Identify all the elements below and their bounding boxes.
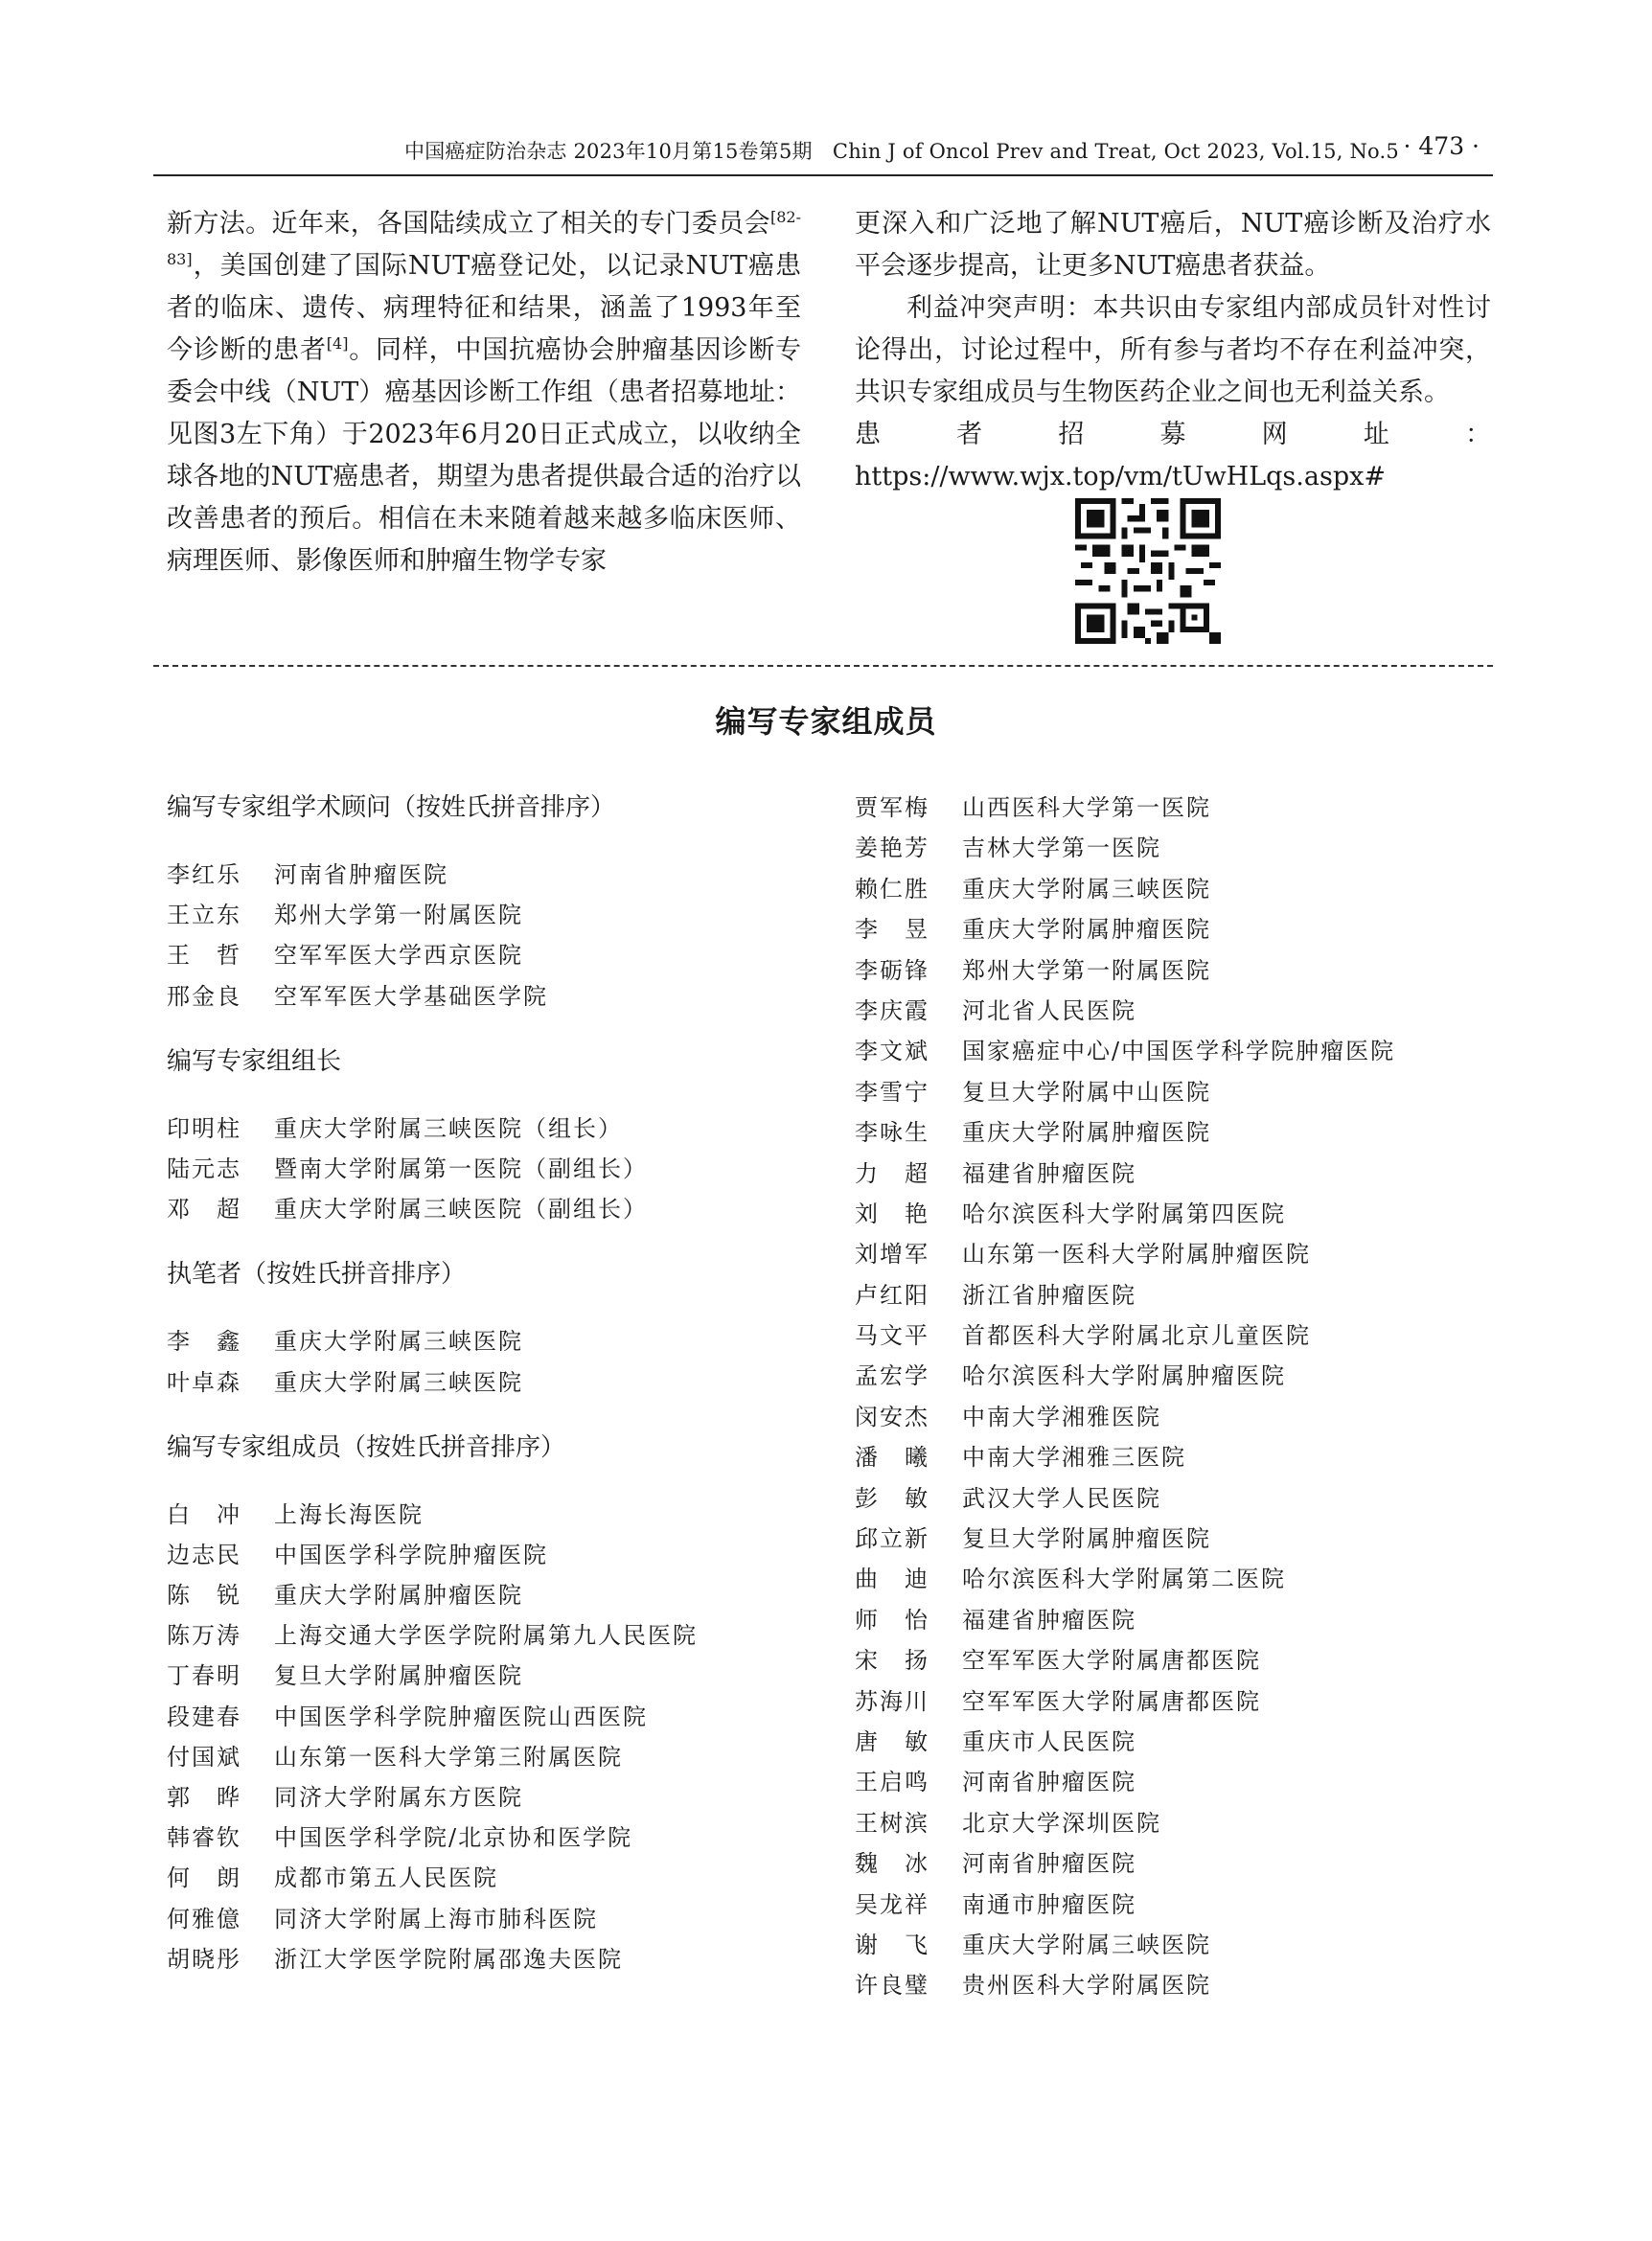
member-name: 邱立新 — [855, 1525, 929, 1553]
citation-82-83[interactable]: [82-83] — [167, 208, 801, 268]
member-affiliation: 郑州大学第一附属医院 — [274, 902, 523, 929]
member-row — [855, 1843, 1487, 1884]
member-row — [167, 1321, 780, 1361]
member-row — [855, 1640, 1487, 1681]
member-row — [855, 1885, 1487, 1925]
member-affiliation: 重庆大学附属肿瘤医院 — [274, 1582, 523, 1610]
member-name: 李 昱 — [855, 916, 929, 944]
member-row — [167, 1495, 780, 1535]
member-affiliation: 重庆市人民医院 — [962, 1727, 1136, 1755]
member-row — [855, 1154, 1487, 1194]
member-row — [855, 828, 1487, 868]
member-row — [855, 1356, 1487, 1396]
body-text-3: 。同样，中国抗癌协会肿瘤基因诊断专委会中线（NUT）癌基因诊断工作组（患者招募地址：见图3左下角）于2023年6月20日正式成立，以收纳全球各地的NUT癌患者，期望为患者提供最合适的治疗以改善患者的预后。相信在未来随着越来越多临床医师、病理医师、影像医师和肿瘤生物学专家 — [167, 335, 801, 576]
member-name: 力 超 — [855, 1159, 929, 1187]
page-number: · 473 · — [1403, 132, 1480, 160]
group-title: 执笔者（按姓氏拼音排序） — [167, 1260, 467, 1290]
member-affiliation: 贵州医科大学附属医院 — [962, 1972, 1211, 2000]
group-writers — [167, 1254, 780, 1402]
member-affiliation: 同济大学附属东方医院 — [274, 1784, 523, 1811]
member-affiliation: 河南省肿瘤医院 — [962, 1850, 1136, 1878]
member-name: 宋 扬 — [855, 1647, 929, 1675]
member-affiliation: 中国医学科学院肿瘤医院 — [274, 1541, 548, 1568]
member-affiliation: 空军军医大学附属唐都医院 — [962, 1647, 1261, 1675]
member-affiliation: 空军军医大学附属唐都医院 — [962, 1687, 1261, 1715]
member-affiliation: 同济大学附属上海市肺科医院 — [274, 1905, 598, 1932]
member-row — [855, 950, 1487, 991]
member-name: 苏海川 — [855, 1687, 929, 1715]
member-name: 师 怡 — [855, 1606, 929, 1634]
body-continuation: 更深入和广泛地了解NUT癌后，NUT癌诊断及治疗水平会逐步提高，让更多NUT癌患者获益。 — [855, 209, 1491, 281]
member-row — [855, 1315, 1487, 1356]
member-name: 刘 艳 — [855, 1200, 929, 1227]
member-affiliation: 山西医科大学第一医院 — [962, 794, 1211, 821]
member-row — [167, 1362, 780, 1403]
member-affiliation: 武汉大学人民医院 — [962, 1484, 1161, 1512]
member-name: 丁春明 — [167, 1662, 241, 1690]
member-name: 何雅億 — [167, 1905, 241, 1932]
member-affiliation: 福建省肿瘤医院 — [962, 1606, 1136, 1634]
member-name: 李文斌 — [855, 1038, 929, 1065]
member-row — [855, 788, 1487, 828]
member-affiliation: 哈尔滨医科大学附属第二医院 — [962, 1566, 1286, 1593]
member-name: 李红乐 — [167, 861, 241, 888]
member-name: 付国斌 — [167, 1743, 241, 1771]
group-title: 编写专家组成员（按姓氏拼音排序） — [167, 1432, 566, 1462]
member-affiliation: 浙江省肿瘤医院 — [962, 1281, 1136, 1309]
member-affiliation: 吉林大学第一医院 — [962, 835, 1161, 862]
member-name: 李雪宁 — [855, 1078, 929, 1106]
member-row — [167, 855, 780, 895]
member-name: 唐 敏 — [855, 1727, 929, 1755]
member-name: 韩睿钦 — [167, 1824, 241, 1852]
member-affiliation: 重庆大学附属肿瘤医院 — [962, 916, 1211, 944]
member-affiliation: 中国医学科学院/北京协和医学院 — [274, 1824, 633, 1852]
member-affiliation: 暨南大学附属第一医院（副组长） — [274, 1155, 648, 1182]
member-name: 陆元志 — [167, 1155, 241, 1182]
member-affiliation: 空军军医大学基础医学院 — [274, 982, 548, 1010]
member-name: 姜艳芳 — [855, 835, 929, 862]
member-row — [167, 1535, 780, 1575]
group-advisors — [167, 788, 780, 1017]
member-name: 赖仁胜 — [855, 875, 929, 903]
member-affiliation: 重庆大学附属肿瘤医院 — [962, 1119, 1211, 1147]
member-name: 马文平 — [855, 1322, 929, 1350]
member-name: 印明柱 — [167, 1114, 241, 1142]
member-affiliation: 上海长海医院 — [274, 1500, 424, 1528]
member-name: 贾军梅 — [855, 794, 929, 821]
member-row — [855, 1559, 1487, 1599]
member-row — [855, 1397, 1487, 1437]
running-header — [153, 132, 1493, 174]
member-affiliation: 北京大学深圳医院 — [962, 1809, 1161, 1837]
member-affiliation: 河南省肿瘤医院 — [962, 1769, 1136, 1796]
member-name: 彭 敏 — [855, 1484, 929, 1512]
member-row — [167, 1575, 780, 1615]
member-row — [855, 1437, 1487, 1477]
member-name: 潘 曦 — [855, 1444, 929, 1472]
member-row — [855, 1965, 1487, 2005]
member-name: 卢红阳 — [855, 1281, 929, 1309]
member-affiliation: 成都市第五人民医院 — [274, 1864, 498, 1892]
member-name: 何 朗 — [167, 1864, 241, 1892]
member-row — [167, 1615, 780, 1656]
journal-citation: 中国癌症防治杂志 2023年10月第15卷第5期 Chin J of Oncol Prev and Treat, Oct 2023, Vol.15, No.5 — [404, 140, 1399, 163]
body-text-1: 新方法。近年来，各国陆续成立了相关的专门委员会 — [167, 209, 770, 239]
member-row — [167, 1697, 780, 1737]
member-affiliation: 重庆大学附属三峡医院 — [274, 1328, 523, 1356]
member-name: 刘增军 — [855, 1241, 929, 1269]
member-row — [167, 1777, 780, 1818]
member-name: 胡晓彤 — [167, 1945, 241, 1973]
member-row — [855, 1722, 1487, 1762]
member-name: 王立东 — [167, 902, 241, 929]
member-name: 孟宏学 — [855, 1362, 929, 1390]
member-row — [167, 1189, 780, 1229]
member-row — [855, 1234, 1487, 1274]
member-row — [167, 1818, 780, 1858]
member-affiliation: 重庆大学附属三峡医院 — [274, 1368, 523, 1396]
member-row — [855, 1478, 1487, 1519]
group-title: 编写专家组组长 — [167, 1046, 342, 1076]
member-row — [855, 1600, 1487, 1640]
member-affiliation: 南通市肿瘤医院 — [962, 1890, 1136, 1918]
member-affiliation: 中国医学科学院肿瘤医院山西医院 — [274, 1703, 648, 1730]
member-affiliation: 复旦大学附属中山医院 — [962, 1078, 1211, 1106]
member-affiliation: 重庆大学附属三峡医院（副组长） — [274, 1196, 648, 1223]
member-row — [167, 935, 780, 975]
member-row — [855, 909, 1487, 949]
group-title: 编写专家组学术顾问（按姓氏拼音排序） — [167, 793, 616, 822]
group-members — [167, 1428, 780, 1979]
member-row — [855, 1681, 1487, 1722]
member-affiliation: 哈尔滨医科大学附属肿瘤医院 — [962, 1362, 1286, 1390]
member-name: 李砺锋 — [855, 956, 929, 984]
body-text-2: ，美国创建了国际NUT癌登记处，以记录NUT癌患者的临床、遗传、病理特征和结果，涵盖了1993年至今诊断的患者 — [167, 251, 801, 365]
member-name: 邢金良 — [167, 982, 241, 1010]
member-name: 李 鑫 — [167, 1328, 241, 1356]
member-affiliation: 山东第一医科大学第三附属医院 — [274, 1743, 623, 1771]
member-row — [167, 976, 780, 1017]
member-affiliation: 哈尔滨医科大学附属第四医院 — [962, 1200, 1286, 1227]
member-row — [167, 1656, 780, 1696]
member-row — [167, 1737, 780, 1777]
member-affiliation: 上海交通大学医学院附属第九人民医院 — [274, 1622, 698, 1650]
member-row — [855, 1072, 1487, 1112]
member-row — [167, 1858, 780, 1898]
member-name: 郭 晔 — [167, 1784, 241, 1811]
recruit-url[interactable]: 患者招募网址：https://www.wjx.top/vm/tUwHLqs.aspx# — [855, 420, 1491, 492]
member-affiliation: 重庆大学附属三峡医院 — [962, 1931, 1211, 1958]
member-row — [855, 869, 1487, 909]
conflict-statement: 利益冲突声明：本共识由专家组内部成员针对性讨论得出，讨论过程中，所有参与者均不存在利益冲突，共识专家组成员与生物医药企业之间也无利益关系。 — [855, 293, 1491, 407]
member-name: 吴龙祥 — [855, 1890, 929, 1918]
member-affiliation: 浙江大学医学院附属邵逸夫医院 — [274, 1945, 623, 1973]
member-affiliation: 复旦大学附属肿瘤医院 — [274, 1662, 523, 1690]
member-name: 李咏生 — [855, 1119, 929, 1147]
member-row — [855, 1762, 1487, 1802]
expert-list-right — [855, 788, 1487, 2006]
member-affiliation: 中南大学湘雅医院 — [962, 1403, 1161, 1430]
member-affiliation: 重庆大学附属三峡医院 — [962, 875, 1211, 903]
member-affiliation: 复旦大学附属肿瘤医院 — [962, 1525, 1211, 1553]
member-name: 叶卓森 — [167, 1368, 241, 1396]
member-name: 谢 飞 — [855, 1931, 929, 1958]
member-row — [167, 1899, 780, 1939]
member-row — [855, 1275, 1487, 1315]
member-name: 魏 冰 — [855, 1850, 929, 1878]
member-name: 陈 锐 — [167, 1582, 241, 1610]
member-name: 许良璧 — [855, 1972, 929, 2000]
section-title: 编写专家组成员 — [715, 703, 937, 740]
member-row — [167, 895, 780, 935]
member-affiliation: 郑州大学第一附属医院 — [962, 956, 1211, 984]
body-left-column — [167, 203, 801, 583]
member-name: 邓 超 — [167, 1196, 241, 1223]
member-name: 闵安杰 — [855, 1403, 929, 1430]
member-row — [855, 1803, 1487, 1843]
member-row — [167, 1149, 780, 1189]
member-name: 李庆霞 — [855, 996, 929, 1024]
member-row — [167, 1109, 780, 1149]
member-name: 白 冲 — [167, 1500, 241, 1528]
member-name: 边志民 — [167, 1541, 241, 1568]
header-rule — [153, 174, 1493, 176]
qr-code-icon[interactable] — [1075, 498, 1221, 644]
member-affiliation: 国家癌症中心/中国医学科学院肿瘤医院 — [962, 1038, 1396, 1065]
body-right-column — [855, 203, 1491, 498]
member-row — [855, 1519, 1487, 1559]
citation-4[interactable]: [4] — [326, 334, 349, 353]
member-name: 王启鸣 — [855, 1769, 929, 1796]
section-divider — [153, 665, 1493, 667]
member-affiliation: 空军军医大学西京医院 — [274, 942, 523, 970]
member-affiliation: 山东第一医科大学附属肿瘤医院 — [962, 1241, 1311, 1269]
member-affiliation: 重庆大学附属三峡医院（组长） — [274, 1114, 623, 1142]
member-affiliation: 福建省肿瘤医院 — [962, 1159, 1136, 1187]
member-name: 陈万涛 — [167, 1622, 241, 1650]
member-row — [855, 991, 1487, 1031]
member-row — [167, 1939, 780, 1979]
member-name: 王树滨 — [855, 1809, 929, 1837]
member-row — [855, 1031, 1487, 1071]
member-row — [855, 1112, 1487, 1153]
member-affiliation: 首都医科大学附属北京儿童医院 — [962, 1322, 1311, 1350]
member-name: 王 哲 — [167, 942, 241, 970]
member-row — [855, 1925, 1487, 1965]
member-name: 曲 迪 — [855, 1566, 929, 1593]
expert-list-left — [167, 788, 780, 2004]
group-leaders — [167, 1041, 780, 1230]
member-affiliation: 中南大学湘雅三医院 — [962, 1444, 1186, 1472]
member-affiliation: 河南省肿瘤医院 — [274, 861, 448, 888]
member-row — [855, 1194, 1487, 1234]
member-name: 段建春 — [167, 1703, 241, 1730]
member-affiliation: 河北省人民医院 — [962, 996, 1136, 1024]
